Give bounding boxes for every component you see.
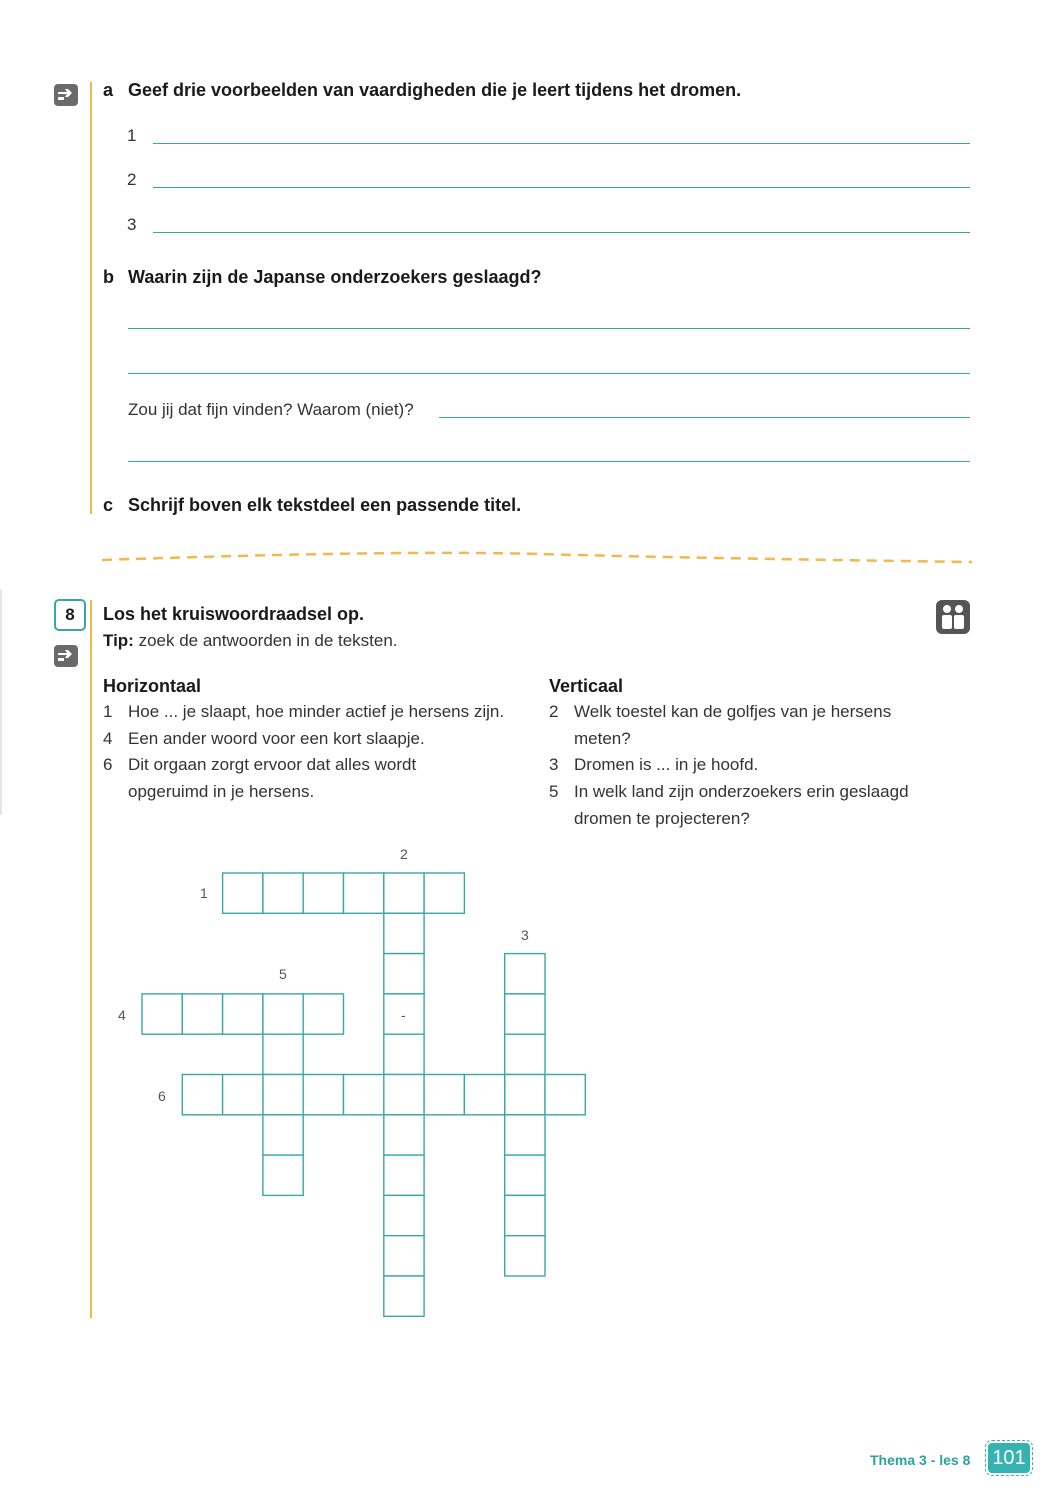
crossword-cell[interactable] <box>303 994 343 1034</box>
clue-number: 1 <box>103 702 113 721</box>
crossword-cell[interactable] <box>424 1075 464 1115</box>
clue-text: Een ander woord voor een kort slaapje. <box>128 729 425 748</box>
crossword-cell[interactable] <box>182 994 222 1034</box>
grid-label-6: 6 <box>158 1088 166 1104</box>
crossword-cell[interactable] <box>505 1115 545 1155</box>
prefilled-hyphen: - <box>401 1007 406 1023</box>
answer-number: 1 <box>127 126 137 145</box>
footer-label: Thema 3 - les 8 <box>870 1452 971 1468</box>
crossword-cell[interactable] <box>263 873 303 913</box>
vertical-heading: Verticaal <box>549 676 624 696</box>
question-b-text: Waarin zijn de Japanse onderzoekers geslaagd? <box>128 267 542 287</box>
question-letter: b <box>103 267 114 287</box>
crossword-cell[interactable] <box>263 994 303 1034</box>
crossword-cell[interactable] <box>384 1276 424 1316</box>
clue-number: 3 <box>549 755 559 774</box>
crossword-cell[interactable] <box>505 994 545 1034</box>
horizontal-heading: Horizontaal <box>103 676 202 696</box>
crossword-cell[interactable] <box>384 1155 424 1195</box>
crossword-cell[interactable] <box>303 1075 343 1115</box>
grid-label-2: 2 <box>400 846 408 862</box>
crossword-cell[interactable] <box>505 1034 545 1074</box>
crossword-cell[interactable] <box>223 1075 263 1115</box>
grid-label-5: 5 <box>279 966 287 982</box>
crossword-cell[interactable] <box>344 873 384 913</box>
crossword-cell[interactable] <box>384 1195 424 1235</box>
clue-text: In welk land zijn onderzoekers erin geslaagd dromen te projecteren? <box>574 782 909 828</box>
crossword-cell[interactable] <box>384 1236 424 1276</box>
crossword-cell[interactable] <box>464 1075 504 1115</box>
grid-label-4: 4 <box>118 1007 126 1023</box>
crossword-cell[interactable] <box>303 873 343 913</box>
grid-label-3: 3 <box>521 927 529 943</box>
crossword-cell[interactable] <box>384 1075 424 1115</box>
grid-label-1: 1 <box>200 885 208 901</box>
crossword-cell[interactable] <box>505 1236 545 1276</box>
clue-number: 6 <box>103 755 113 774</box>
answer-number: 2 <box>127 170 137 189</box>
question-c-text: Schrijf boven elk tekstdeel een passende titel. <box>128 495 522 515</box>
crossword-cell[interactable] <box>263 1075 303 1115</box>
crossword-cell[interactable] <box>424 873 464 913</box>
crossword-cell[interactable] <box>223 873 263 913</box>
crossword-cell[interactable] <box>263 1034 303 1074</box>
clue-number: 5 <box>549 782 559 801</box>
crossword-cell[interactable] <box>384 1115 424 1155</box>
crossword-cell[interactable] <box>505 1075 545 1115</box>
task-number: 8 <box>54 599 86 631</box>
crossword-cell[interactable] <box>384 913 424 953</box>
tip-text: zoek de antwoorden in de teksten. <box>133 631 398 650</box>
clue-text: Dit orgaan zorgt ervoor dat alles wordt opgeruimd in je hersens. <box>128 755 417 801</box>
answer-number: 3 <box>127 215 137 234</box>
crossword-cell[interactable] <box>223 994 263 1034</box>
crossword-cell[interactable] <box>384 873 424 913</box>
page-number: 101 <box>988 1443 1030 1473</box>
crossword-cell[interactable] <box>263 1155 303 1195</box>
clue-number: 2 <box>549 702 559 721</box>
crossword-cell[interactable] <box>142 994 182 1034</box>
clue-text: Dromen is ... in je hoofd. <box>574 755 759 774</box>
tip-label: Tip: <box>103 631 134 650</box>
clue-number: 4 <box>103 729 113 748</box>
question-letter: c <box>103 495 114 515</box>
crossword-cell[interactable] <box>505 1155 545 1195</box>
crossword-cell[interactable] <box>384 954 424 994</box>
crossword-cell[interactable] <box>505 954 545 994</box>
crossword-cell[interactable] <box>263 1115 303 1155</box>
followup-question: Zou jij dat fijn vinden? Waarom (niet)? <box>128 400 414 419</box>
question-a-text: Geef drie voorbeelden van vaardigheden die je leert tijdens het dromen. <box>128 80 742 100</box>
task8-title: Los het kruiswoordraadsel op. <box>103 604 365 624</box>
crossword-cell[interactable] <box>505 1195 545 1235</box>
crossword-cell[interactable] <box>344 1075 384 1115</box>
crossword-cell[interactable] <box>545 1075 585 1115</box>
clue-text: Welk toestel kan de golfjes van je hersens meten? <box>574 702 892 748</box>
question-letter: a <box>103 80 114 100</box>
clue-text: Hoe ... je slaapt, hoe minder actief je hersens zijn. <box>128 702 505 721</box>
crossword-cell[interactable] <box>182 1075 222 1115</box>
crossword-cell[interactable] <box>384 1034 424 1074</box>
